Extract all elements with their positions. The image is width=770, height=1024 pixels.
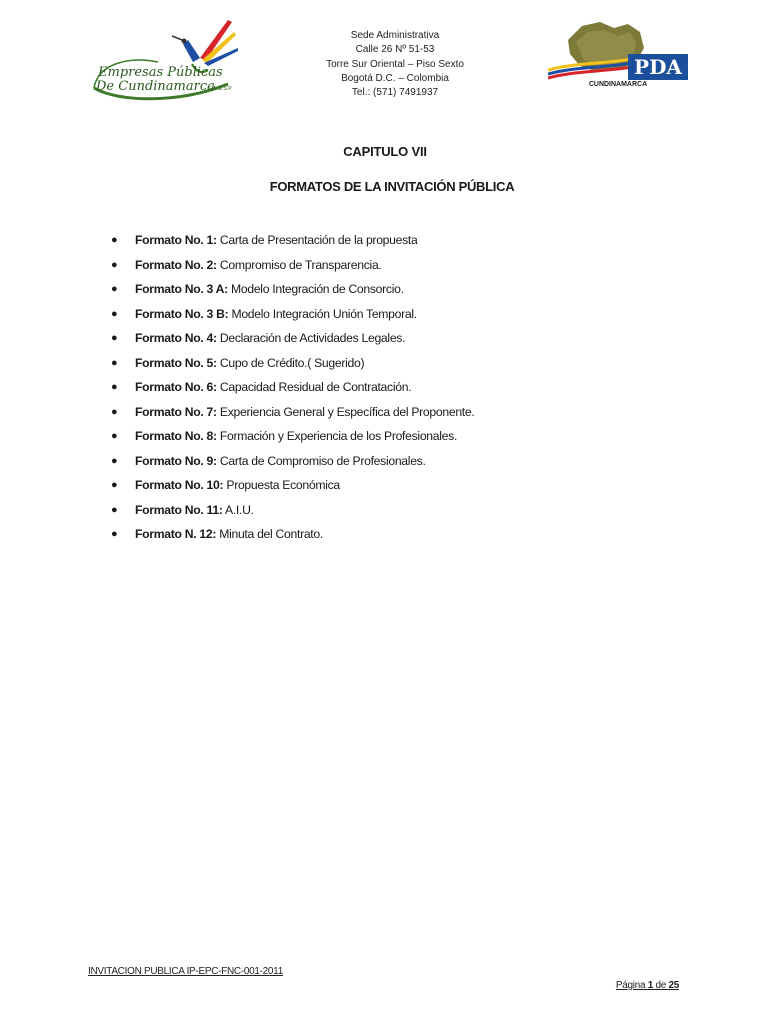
format-label: Formato No. 3 B: [135, 306, 229, 321]
address-line: Calle 26 Nº 51-53 [355, 44, 435, 56]
pda-logo [548, 18, 696, 88]
bullet-icon: ● [111, 430, 118, 442]
format-label: Formato No. 7: [135, 404, 217, 419]
pda-logo-text: PDA [634, 55, 682, 79]
format-description: Propuesta Económica [223, 478, 340, 492]
format-label: Formato No. 1: [135, 233, 217, 247]
bullet-icon: ● [111, 454, 118, 467]
list-item [104, 478, 474, 503]
list-item [104, 503, 474, 528]
format-label: Formato No. 5: [135, 355, 217, 370]
format-description: A.I.U. [222, 502, 254, 517]
page-total: 25 [668, 980, 679, 991]
page-separator: de [652, 980, 669, 991]
epc-logo [88, 14, 238, 102]
bullet-icon: ● [111, 479, 118, 491]
bullet-icon: ● [111, 283, 118, 295]
address-line: Sede Administrativa [350, 30, 440, 41]
section-title: FORMATOS DE LA INVITACIÓN PÚBLICA [269, 179, 515, 194]
format-description: Cupo de Crédito.( Sugerido) [216, 355, 365, 370]
bullet-icon: ● [111, 307, 118, 320]
format-label: Formato No. 2: [135, 257, 217, 272]
format-description: Carta de Presentación de la propuesta [216, 233, 418, 247]
bullet-icon: ● [111, 528, 118, 540]
page-prefix: Página [615, 980, 648, 991]
format-description: Experiencia General y Específica del Proponente. [216, 404, 475, 419]
format-label: Formato No. 11: [135, 502, 223, 517]
epc-logo-line1: Empresas Públicas [98, 65, 223, 80]
bullet-icon: ● [111, 381, 118, 393]
list-item [104, 233, 474, 258]
list-item [104, 429, 474, 454]
bullet-icon: ● [111, 234, 118, 246]
format-label: Formato No. 6: [135, 380, 217, 394]
epc-logo-line2: De Cundinamarca [96, 79, 215, 94]
address-line: Tel.: (571) 7491937 [351, 87, 439, 99]
list-item [104, 356, 474, 381]
format-description: Formación y Experiencia de los Profesionales. [216, 429, 458, 443]
bullet-icon: ● [111, 503, 118, 516]
format-label: Formato No. 4: [135, 331, 217, 345]
list-item [104, 282, 474, 307]
format-description: Capacidad Residual de Contratación. [216, 380, 412, 394]
address-block [300, 29, 490, 100]
list-item [104, 331, 474, 356]
page-current: 1 [647, 980, 653, 991]
format-label: Formato N. 12: [135, 527, 217, 541]
list-item [104, 258, 474, 283]
bullet-icon: ● [111, 258, 118, 271]
bullet-icon: ● [111, 356, 118, 369]
epc-logo-suffix: S.A. E.S.P [208, 86, 232, 92]
pda-logo-caption: CUNDINAMARCA [588, 81, 648, 88]
format-description: Compromiso de Transparencia. [216, 257, 382, 272]
list-item [104, 454, 474, 479]
list-item [104, 405, 474, 430]
list-item [104, 527, 474, 552]
format-description: Carta de Compromiso de Profesionales. [216, 453, 426, 468]
format-label: Formato No. 10: [135, 478, 224, 492]
format-description: Modelo Integración Unión Temporal. [228, 306, 417, 321]
format-description: Minuta del Contrato. [216, 527, 323, 541]
address-line: Torre Sur Oriental – Piso Sexto [326, 58, 464, 70]
footer-page-number [616, 980, 679, 991]
format-label: Formato No. 3 A: [135, 282, 228, 296]
chapter-title: CAPITULO VII [343, 144, 427, 159]
format-description: Declaración de Actividades Legales. [216, 331, 406, 345]
format-label: Formato No. 9: [135, 453, 217, 468]
address-line: Bogotá D.C. – Colombia [341, 72, 449, 84]
formats-list [104, 233, 474, 552]
bullet-icon: ● [111, 332, 118, 344]
format-label: Formato No. 8: [135, 429, 217, 443]
bullet-icon: ● [111, 405, 118, 418]
footer-document-id: INVITACION PUBLICA IP-EPC-FNC-001-2011 [88, 966, 283, 977]
list-item [104, 307, 474, 332]
list-item [104, 380, 474, 405]
format-description: Modelo Integración de Consorcio. [227, 282, 404, 296]
